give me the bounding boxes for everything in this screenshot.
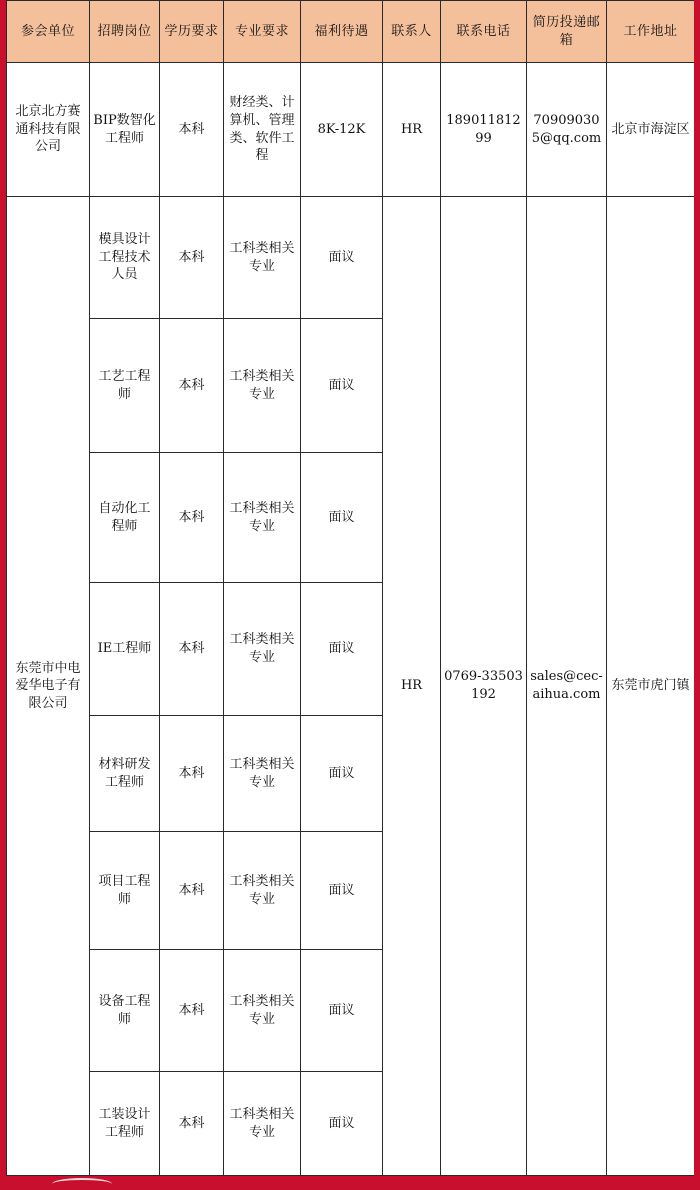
salary: 面议 xyxy=(301,319,383,453)
major-requirement: 工科类相关专业 xyxy=(224,319,301,453)
table-row xyxy=(7,197,695,319)
header-major: 专业要求 xyxy=(224,1,301,63)
header-row xyxy=(7,1,695,63)
position-title: 模具设计工程技术人员 xyxy=(90,197,160,319)
position-title: 材料研发工程师 xyxy=(90,716,160,832)
salary: 面议 xyxy=(301,453,383,583)
position-title: 项目工程师 xyxy=(90,832,160,950)
header-contact: 联系人 xyxy=(383,1,441,63)
contact-person: HR xyxy=(383,63,441,197)
header-salary: 福利待遇 xyxy=(301,1,383,63)
salary: 面议 xyxy=(301,716,383,832)
resume-email: sales@cec-aihua.com xyxy=(527,197,607,1176)
education-requirement: 本科 xyxy=(160,63,224,197)
position-title: IE工程师 xyxy=(90,583,160,716)
major-requirement: 工科类相关专业 xyxy=(224,583,301,716)
phone-number: 18901181299 xyxy=(441,63,527,197)
education-requirement: 本科 xyxy=(160,950,224,1072)
header-phone: 联系电话 xyxy=(441,1,527,63)
education-requirement: 本科 xyxy=(160,832,224,950)
major-requirement: 工科类相关专业 xyxy=(224,453,301,583)
header-email: 简历投递邮箱 xyxy=(527,1,607,63)
salary: 8K-12K xyxy=(301,63,383,197)
major-requirement: 工科类相关专业 xyxy=(224,950,301,1072)
education-requirement: 本科 xyxy=(160,583,224,716)
education-requirement: 本科 xyxy=(160,197,224,319)
position-title: 设备工程师 xyxy=(90,950,160,1072)
resume-email: 709090305@qq.com xyxy=(527,63,607,197)
major-requirement: 工科类相关专业 xyxy=(224,832,301,950)
salary: 面议 xyxy=(301,950,383,1072)
table-row xyxy=(7,63,695,197)
major-requirement: 工科类相关专业 xyxy=(224,197,301,319)
position-title: BIP数智化工程师 xyxy=(90,63,160,197)
salary: 面议 xyxy=(301,832,383,950)
header-address: 工作地址 xyxy=(607,1,695,63)
major-requirement: 工科类相关专业 xyxy=(224,1072,301,1176)
position-title: 工艺工程师 xyxy=(90,319,160,453)
major-requirement: 财经类、计算机、管理类、软件工程 xyxy=(224,63,301,197)
education-requirement: 本科 xyxy=(160,716,224,832)
education-requirement: 本科 xyxy=(160,453,224,583)
header-education: 学历要求 xyxy=(160,1,224,63)
company-name: 东莞市中电爱华电子有限公司 xyxy=(7,197,90,1176)
recruitment-table xyxy=(6,0,694,1176)
position-title: 工装设计工程师 xyxy=(90,1072,160,1176)
salary: 面议 xyxy=(301,1072,383,1176)
education-requirement: 本科 xyxy=(160,1072,224,1176)
work-address: 北京市海淀区 xyxy=(607,63,695,197)
header-position: 招聘岗位 xyxy=(90,1,160,63)
phone-number: 0769-33503192 xyxy=(441,197,527,1176)
header-company: 参会单位 xyxy=(7,1,90,63)
contact-person: HR xyxy=(383,197,441,1176)
major-requirement: 工科类相关专业 xyxy=(224,716,301,832)
salary: 面议 xyxy=(301,583,383,716)
decorative-swoosh xyxy=(52,1178,112,1190)
position-title: 自动化工程师 xyxy=(90,453,160,583)
salary: 面议 xyxy=(301,197,383,319)
work-address: 东莞市虎门镇 xyxy=(607,197,695,1176)
company-name: 北京北方赛通科技有限公司 xyxy=(7,63,90,197)
recruitment-sheet xyxy=(6,0,694,1182)
education-requirement: 本科 xyxy=(160,319,224,453)
